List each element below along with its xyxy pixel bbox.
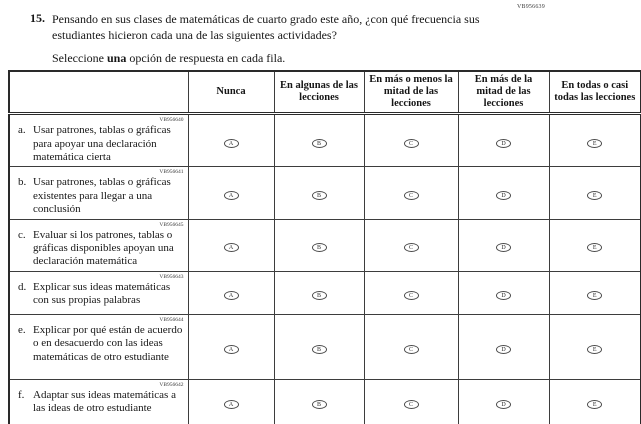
answer-bubble-a[interactable]: A — [224, 191, 239, 200]
answer-bubble-c[interactable]: C — [404, 291, 419, 300]
answer-bubble-c[interactable]: C — [404, 243, 419, 252]
answer-bubble-c[interactable]: C — [404, 191, 419, 200]
answer-bubble-e[interactable]: E — [587, 243, 602, 252]
column-header-mas-de-mitad: En más de la mitad de las lecciones — [458, 71, 549, 114]
answer-bubble-b[interactable]: B — [312, 345, 327, 354]
option-cell — [458, 314, 549, 379]
option-cell — [274, 379, 364, 424]
activity-label — [18, 229, 184, 269]
answer-bubble-d[interactable]: D — [496, 191, 511, 200]
answer-bubble-a[interactable]: A — [224, 291, 239, 300]
answer-bubble-e[interactable]: E — [587, 139, 602, 148]
instruction-bold-word: una — [106, 51, 127, 65]
row-letter: b. — [18, 176, 27, 189]
row-accession-code: VB956643 — [159, 273, 184, 280]
answer-bubble-b[interactable]: B — [312, 291, 327, 300]
option-cell — [274, 314, 364, 379]
answer-bubble-d[interactable]: D — [496, 139, 511, 148]
answer-bubble-b[interactable]: B — [312, 243, 327, 252]
activity-text: Evaluar si los patrones, tablas o gráficas disponibles apoyan una declaración matemática — [33, 228, 174, 268]
answer-bubble-a[interactable]: A — [224, 243, 239, 252]
option-cell — [458, 271, 549, 314]
table-row — [9, 167, 641, 219]
question-number: 15. — [30, 11, 45, 25]
activity-text: Explicar por qué están de acuerdo o en desacuerdo con las ideas matemáticas de otro estudiante — [33, 323, 183, 363]
option-cell — [549, 167, 641, 219]
answer-bubble-c[interactable]: C — [404, 139, 419, 148]
table-row — [9, 114, 641, 167]
table-row — [9, 379, 641, 424]
option-cell — [364, 114, 458, 167]
row-letter: a. — [18, 124, 26, 137]
row-accession-code: VB956640 — [159, 117, 184, 124]
answer-bubble-a[interactable]: A — [224, 139, 239, 148]
option-cell — [274, 167, 364, 219]
option-cell — [458, 379, 549, 424]
option-cell — [188, 379, 274, 424]
row-letter: f. — [18, 388, 25, 401]
header-row — [9, 71, 641, 114]
answer-bubble-d[interactable]: D — [496, 291, 511, 300]
row-letter: d. — [18, 280, 27, 293]
answer-bubble-c[interactable]: C — [404, 400, 419, 409]
option-cell — [364, 219, 458, 271]
table-header — [9, 71, 641, 114]
option-cell — [364, 167, 458, 219]
option-cell — [458, 167, 549, 219]
option-cell — [188, 219, 274, 271]
activity-text: Explicar sus ideas matemáticas con sus propias palabras — [33, 280, 171, 307]
answer-bubble-d[interactable]: D — [496, 400, 511, 409]
option-cell — [549, 271, 641, 314]
activity-cell — [9, 114, 188, 167]
option-cell — [364, 271, 458, 314]
option-cell — [458, 114, 549, 167]
answer-bubble-b[interactable]: B — [312, 139, 327, 148]
option-cell — [274, 219, 364, 271]
answer-bubble-e[interactable]: E — [587, 345, 602, 354]
option-cell — [188, 167, 274, 219]
row-accession-code: VB956645 — [159, 221, 184, 228]
column-header-todas: En todas o casi todas las lecciones — [549, 71, 641, 114]
empty-header-cell — [9, 71, 188, 114]
activity-cell — [9, 167, 188, 219]
row-letter: c. — [18, 228, 26, 241]
activity-label — [18, 176, 184, 216]
column-header-mas-o-menos-mitad: En más o menos la mitad de las lecciones — [364, 71, 458, 114]
activity-label — [18, 124, 184, 164]
row-accession-code: VB956644 — [159, 316, 184, 323]
option-cell — [458, 219, 549, 271]
option-cell — [188, 314, 274, 379]
row-accession-code: VB956641 — [159, 169, 184, 176]
question-block — [30, 11, 516, 43]
question-text: Pensando en sus clases de matemáticas de cuarto grado este año, ¿con qué frecuencia sus estudiantes hicieron cada una de las siguientes actividades? — [52, 12, 480, 43]
answer-bubble-b[interactable]: B — [312, 400, 327, 409]
row-letter: e. — [18, 323, 26, 336]
answer-bubble-e[interactable]: E — [587, 400, 602, 409]
answer-bubble-e[interactable]: E — [587, 291, 602, 300]
response-table-body — [9, 114, 641, 424]
answer-bubble-a[interactable]: A — [224, 400, 239, 409]
table-row — [9, 219, 641, 271]
row-accession-code: VB956642 — [159, 381, 184, 388]
option-cell — [549, 379, 641, 424]
table-row — [9, 314, 641, 379]
option-cell — [274, 114, 364, 167]
response-matrix-table — [8, 70, 641, 424]
option-cell — [188, 114, 274, 167]
answer-bubble-d[interactable]: D — [496, 243, 511, 252]
activity-cell — [9, 219, 188, 271]
activity-cell — [9, 379, 188, 424]
option-cell — [364, 314, 458, 379]
option-cell — [188, 271, 274, 314]
column-header-algunas: En algunas de las lecciones — [274, 71, 364, 114]
instruction-prefix: Seleccione — [52, 51, 107, 65]
table-row — [9, 271, 641, 314]
activity-label — [18, 324, 184, 364]
answer-bubble-d[interactable]: D — [496, 345, 511, 354]
answer-bubble-a[interactable]: A — [224, 345, 239, 354]
answer-bubble-e[interactable]: E — [587, 191, 602, 200]
activity-cell — [9, 271, 188, 314]
question-accession-code: VB956639 — [517, 4, 545, 10]
option-cell — [274, 271, 364, 314]
activity-text: Adaptar sus ideas matemáticas a las ideas de otro estudiante — [33, 388, 176, 415]
activity-cell — [9, 314, 188, 379]
activity-text: Usar patrones, tablas o gráficas para apoyar una declaración matemática cierta — [33, 124, 171, 163]
option-cell — [549, 114, 641, 167]
option-cell — [549, 314, 641, 379]
activity-text: Usar patrones, tablas o gráficas existentes para llegar a una conclusión — [33, 176, 171, 216]
instruction-suffix: opción de respuesta en cada fila. — [126, 51, 286, 65]
activity-label — [18, 389, 184, 416]
answer-bubble-b[interactable]: B — [312, 191, 327, 200]
instruction-text — [52, 51, 285, 66]
activity-label — [18, 281, 184, 308]
option-cell — [364, 379, 458, 424]
option-cell — [549, 219, 641, 271]
column-header-nunca: Nunca — [188, 71, 274, 114]
answer-bubble-c[interactable]: C — [404, 345, 419, 354]
